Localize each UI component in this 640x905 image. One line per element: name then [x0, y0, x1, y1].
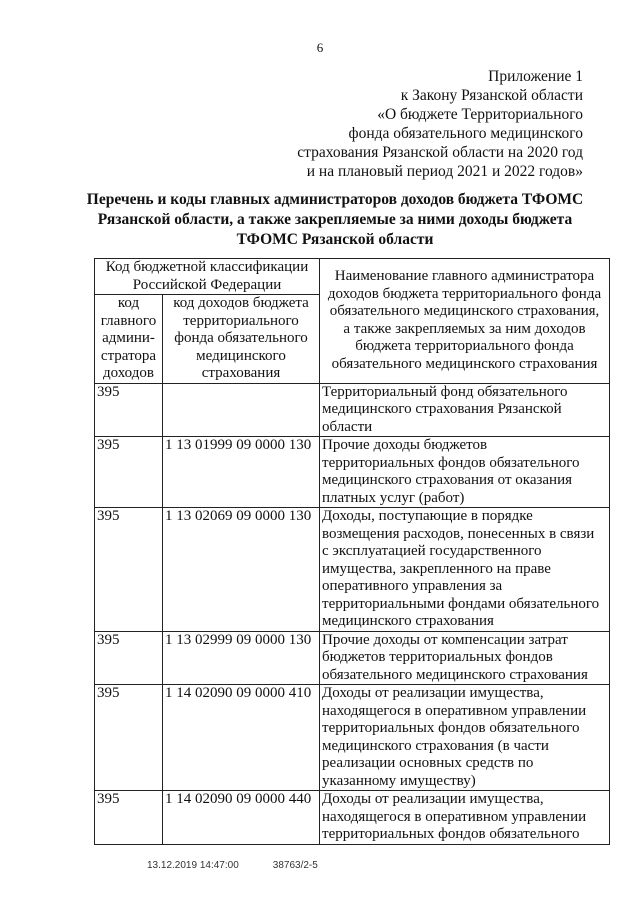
header-line: Наименование главного администратора: [334, 268, 595, 285]
revenue-name-line: Прочие доходы бюджетов: [322, 437, 488, 453]
header-line: доходов бюджета территориального фонда: [327, 285, 602, 302]
revenue-name-line: территориальных фондов обязательного: [322, 826, 580, 842]
title-line: Перечень и коды главных администраторов доходов бюджета ТФОМС: [86, 191, 584, 208]
revenue-code-cell: 1 14 02090 09 0000 410: [163, 685, 320, 791]
header-line: обязательного медицинского страхования: [331, 355, 598, 372]
footer-datetime: 13.12.2019 14:47:00: [147, 860, 239, 871]
revenue-codes-table: [94, 258, 610, 845]
table-row: [95, 685, 610, 791]
revenue-name-cell: [320, 508, 610, 632]
revenue-name-line: медицинского страхования: [322, 613, 494, 629]
table-row: [95, 631, 610, 685]
title-line: Рязанской области, а также закрепляемые за ними доходы бюджета: [97, 211, 573, 228]
revenue-name-line: находящегося в оперативном управлении: [322, 702, 587, 719]
revenue-name-cell: [320, 383, 610, 437]
admin-code-cell: 395: [95, 437, 163, 508]
revenue-name-cell: [320, 791, 610, 845]
revenue-name-cell: [320, 685, 610, 791]
header-line: главного: [100, 312, 157, 329]
header-line: Российской Федерации: [132, 276, 282, 293]
admin-code-cell: 395: [95, 508, 163, 632]
footer-doc-id: 38763/2-5: [272, 860, 318, 871]
page-number: 6: [316, 40, 324, 55]
revenue-name-line: обязательного медицинского страхования: [322, 666, 588, 683]
revenue-code-cell: 1 13 02069 09 0000 130: [163, 508, 320, 632]
revenue-name-line: медицинского страхования (в части: [322, 737, 549, 754]
header-line: а также закрепляемых за ним доходов: [343, 320, 586, 337]
revenue-code-cell: [163, 383, 320, 437]
revenue-name-line: указанному имуществу): [322, 772, 476, 789]
revenue-name-line: Прочие доходы от компенсации затрат: [322, 631, 568, 648]
revenue-name-line: платных услуг (работ): [322, 489, 465, 506]
revenue-name-line: имущества, закрепленного на праве: [322, 560, 551, 577]
admin-code-cell: 395: [95, 685, 163, 791]
admin-code-cell: 395: [95, 631, 163, 685]
revenue-name-line: оперативного управления за: [322, 578, 503, 594]
admin-code-cell: 395: [95, 383, 163, 437]
header-line: код: [117, 295, 140, 311]
header-line: код доходов бюджета: [173, 295, 309, 311]
revenue-code-cell: 1 13 01999 09 0000 130: [163, 437, 320, 508]
revenue-name-line: Доходы от реализации имущества,: [322, 685, 544, 701]
header-line: Код бюджетной классификации: [105, 259, 309, 275]
revenue-name-line: находящегося в оперативном управлении: [322, 808, 587, 825]
appendix-line: фонда обязательного медицинского: [348, 125, 583, 142]
revenue-code-cell: 1 13 02999 09 0000 130: [163, 631, 320, 685]
revenue-name-cell: [320, 437, 610, 508]
revenue-name-line: Доходы, поступающие в порядке: [322, 508, 533, 524]
revenue-code-cell: 1 14 02090 09 0000 440: [163, 791, 320, 845]
revenue-name-line: медицинского страхования от оказания: [322, 472, 573, 488]
header-admin-code-cell: [95, 295, 163, 384]
header-line: обязательного медицинского страхования,: [329, 303, 600, 320]
table-row: [95, 508, 610, 632]
header-line: страхования: [201, 365, 281, 381]
table-row: [95, 791, 610, 845]
revenue-name-line: Территориальный фонд обязательного: [322, 383, 568, 400]
revenue-name-line: возмещения расходов, понесенных в связи: [322, 525, 595, 542]
header-line: доходов: [103, 365, 154, 381]
appendix-line: «О бюджете Территориального: [377, 106, 583, 123]
header-group-cell: [95, 259, 320, 295]
appendix-line: и на плановый период 2021 и 2022 годов»: [306, 163, 583, 180]
appendix-line: Приложение 1: [488, 68, 583, 85]
header-name-cell: [320, 259, 610, 384]
table-header-row: [95, 259, 610, 295]
table-row: [95, 437, 610, 508]
revenue-name-line: медицинского страхования Рязанской: [322, 401, 562, 417]
table-row: [95, 383, 610, 437]
header-line: бюджета территориального фонда: [355, 338, 574, 355]
revenue-name-line: реализации основных средств по: [322, 755, 534, 771]
appendix-block: [297, 67, 583, 181]
header-line: стратора: [100, 347, 157, 364]
revenue-name-line: территориальных фондов обязательного: [322, 720, 580, 736]
appendix-line: к Закону Рязанской области: [400, 87, 583, 104]
header-line: территориального: [183, 312, 299, 329]
revenue-name-cell: [320, 631, 610, 685]
header-line: медицинского: [196, 347, 286, 364]
header-revenue-code-cell: [163, 295, 320, 384]
revenue-name-line: с эксплуатацией государственного: [322, 543, 542, 559]
revenue-name-line: территориальными фондами обязательного: [322, 595, 600, 612]
revenue-name-line: Доходы от реализации имущества,: [322, 791, 544, 807]
header-line: фонда обязательного: [174, 330, 308, 346]
admin-code-cell: 395: [95, 791, 163, 845]
header-line: админи-: [102, 330, 155, 346]
footer-stamp: [147, 860, 318, 871]
title-line: ТФОМС Рязанской области: [236, 231, 434, 248]
revenue-name-line: области: [322, 418, 373, 435]
document-title: [80, 190, 590, 250]
revenue-name-line: территориальных фондов обязательного: [322, 454, 580, 471]
revenue-name-line: бюджетов территориальных фондов: [322, 649, 553, 665]
appendix-line: страхования Рязанской области на 2020 год: [297, 144, 583, 161]
